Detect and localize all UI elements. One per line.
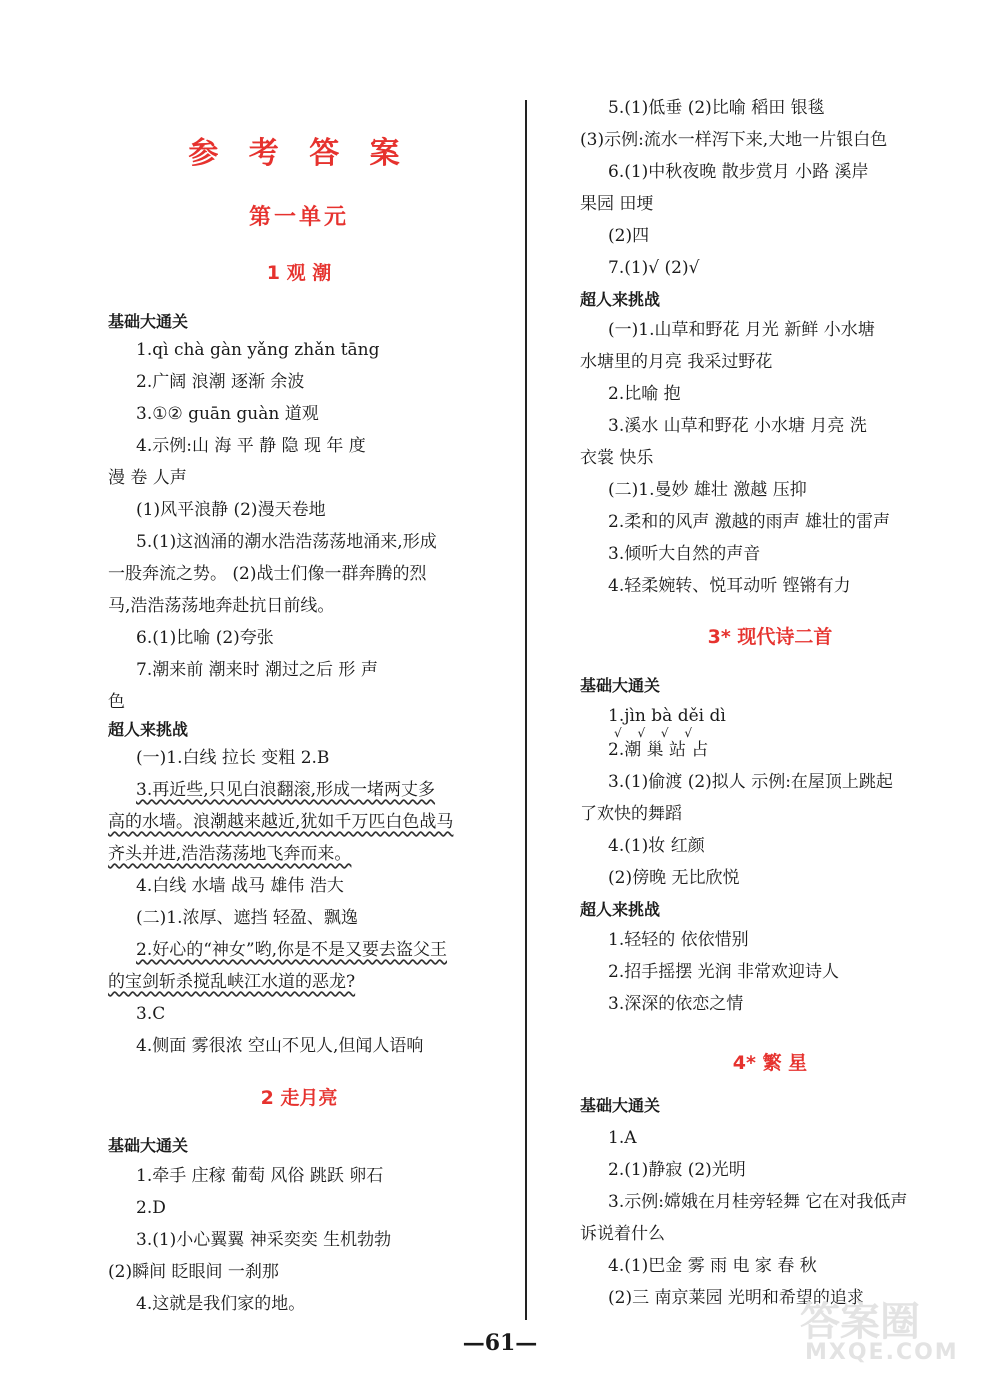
answer-line: 3.(1)小心翼翼 神采奕奕 生机勃勃 (136, 1230, 392, 1250)
answer-line: (3)示例:流水一样泻下来,大地一片银白色 (580, 130, 888, 150)
answer-line: 1.轻轻的 依依惜别 (608, 930, 749, 950)
watermark-url: MXQE.COM (805, 1340, 959, 1365)
section-heading: 超人来挑战 (108, 720, 189, 739)
answer-line: 6.(1)比喻 (2)夸张 (136, 628, 274, 648)
answer-line: 1.jìn bà děi dì (608, 706, 726, 726)
answer-line: 了欢快的舞蹈 (580, 804, 682, 824)
column-divider (525, 100, 527, 1320)
answer-line: 1.A (608, 1128, 637, 1148)
watermark-logo: 答案圈 (800, 1299, 920, 1345)
answer-line: 4.(1)妆 红颜 (608, 836, 705, 856)
answer-line: 3.①② guān guàn 道观 (136, 404, 319, 424)
answer-line: 2.(1)静寂 (2)光明 (608, 1160, 746, 1180)
answer-line: (2)瞬间 眨眼间 一刹那 (108, 1262, 279, 1282)
answer-line: (2)三 南京莱园 光明和希望的追求 (608, 1288, 864, 1308)
answer-line: 衣裳 快乐 (580, 448, 654, 468)
section-heading: 基础大通关 (108, 312, 189, 331)
answer-line: 诉说着什么 (580, 1224, 665, 1244)
answer-line: 3.再近些,只见白浪翻滚,形成一堵两丈多 (136, 780, 436, 800)
lesson-title-1: 1 观 潮 (266, 262, 332, 284)
answer-line: 2.招手摇摆 光润 非常欢迎诗人 (608, 962, 840, 982)
page-title: 参 考 答 案 (188, 136, 410, 171)
answer-line: (2)傍晚 无比欣悦 (608, 868, 740, 888)
answer-line: 2.比喻 抱 (608, 384, 681, 404)
answer-line: 2.广阔 浪潮 逐渐 余波 (136, 372, 305, 392)
answer-line: 4.轻柔婉转、悦耳动听 铿锵有力 (608, 576, 851, 596)
answer-line: (1)风平浪静 (2)漫天卷地 (136, 500, 326, 520)
answer-line: 3.深深的依恋之情 (608, 994, 744, 1014)
answer-line: (二)1.曼妙 雄壮 激越 压抑 (608, 480, 807, 500)
answer-line: 5.(1)这汹涌的潮水浩浩荡荡地涌来,形成 (136, 532, 437, 552)
answer-line: 1.qì chà gàn yǎng zhǎn tāng (136, 340, 380, 360)
answer-line: (一)1.山草和野花 月光 新鲜 小水塘 (608, 320, 875, 340)
answer-line: (2)四 (608, 226, 650, 246)
answer-line: 高的水墙。浪潮越来越近,犹如千万匹白色战马 (108, 812, 454, 832)
answer-line: 果园 田埂 (580, 194, 654, 214)
section-heading: 超人来挑战 (580, 900, 661, 919)
answer-line: 2.好心的“神女”哟,你是不是又要去盗父王 (136, 940, 448, 960)
answer-line: 2.柔和的风声 激越的雨声 雄壮的雷声 (608, 512, 891, 532)
lesson-title-2: 2 走月亮 (260, 1087, 338, 1109)
answer-line: 一股奔流之势。 (2)战士们像一群奔腾的烈 (108, 564, 427, 584)
answer-line: 色 (108, 692, 125, 712)
answer-line: 6.(1)中秋夜晚 散步赏月 小路 溪岸 (608, 162, 869, 182)
answer-line: 4.白线 水墙 战马 雄伟 浩大 (136, 876, 344, 896)
answer-line: 4.示例:山 海 平 静 隐 现 年 度 (136, 436, 366, 456)
answer-line: 2.D (136, 1198, 166, 1218)
answer-line: 5.(1)低垂 (2)比喻 稻田 银毯 (608, 98, 825, 118)
answer-line: 的宝剑斩杀搅乱峡江水道的恶龙? (108, 972, 356, 992)
section-heading: 基础大通关 (580, 676, 661, 695)
answer-line: (二)1.浓厚、遮挡 轻盈、飘逸 (136, 908, 358, 928)
answer-line: 3.溪水 山草和野花 小水塘 月亮 洗 (608, 416, 867, 436)
answer-line: 马,浩浩荡荡地奔赴抗日前线。 (108, 596, 335, 616)
page-number: —61— (462, 1330, 538, 1356)
answer-line: 1.牵手 庄稼 葡萄 风俗 跳跃 卵石 (136, 1166, 384, 1186)
answer-line: 4.这就是我们家的地。 (136, 1294, 306, 1314)
lesson-title-3: 3* 现代诗二首 (707, 626, 833, 648)
answer-line: 漫 卷 人声 (108, 468, 187, 488)
answer-line: 7.(1)√ (2)√ (608, 258, 700, 278)
answer-line: (一)1.白线 拉长 变粗 2.B (136, 748, 330, 768)
answer-line: 4.(1)巴金 雾 雨 电 家 春 秋 (608, 1256, 817, 1276)
lesson-title-4: 4* 繁 星 (732, 1052, 808, 1074)
section-heading: 基础大通关 (108, 1136, 189, 1155)
answer-line: 4.侧面 雾很浓 空山不见人,但闻人语响 (136, 1036, 424, 1056)
answer-line: 3.(1)偷渡 (2)拟人 示例:在屋顶上跳起 (608, 772, 893, 792)
answer-line: 3.示例:嫦娥在月桂旁轻舞 它在对我低声 (608, 1192, 908, 1212)
section-heading: 超人来挑战 (580, 290, 661, 309)
checkmark-row: √ √ √ √ (614, 726, 699, 740)
answer-line: 2.潮 巢 站 占 (608, 740, 709, 760)
unit-title: 第一单元 (248, 205, 349, 230)
answer-line: 7.潮来前 潮来时 潮过之后 形 声 (136, 660, 378, 680)
section-heading: 基础大通关 (580, 1096, 661, 1115)
answer-line: 水塘里的月亮 我采过野花 (580, 352, 773, 372)
answer-line: 3.C (136, 1004, 166, 1024)
answer-line: 齐头并进,浩浩荡荡地飞奔而来。 (108, 844, 352, 864)
answer-line: 3.倾听大自然的声音 (608, 544, 761, 564)
